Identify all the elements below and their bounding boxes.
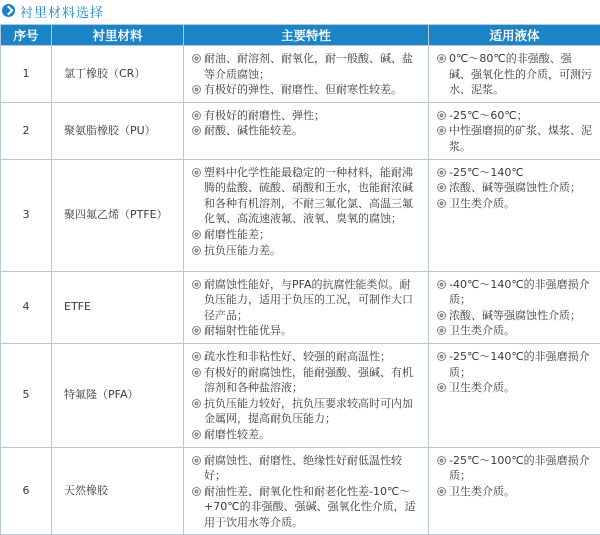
section-title: 衬里材料选择 bbox=[20, 2, 104, 21]
fluids-cell-list bbox=[437, 165, 592, 212]
feature-item: 抗负压能力差。 bbox=[192, 243, 420, 259]
fluid-item: 浓酸、碱等强腐蚀性介质； bbox=[437, 180, 592, 196]
fluids-cell bbox=[429, 271, 600, 343]
lining-material-table bbox=[0, 24, 600, 535]
fluids-cell bbox=[429, 102, 600, 159]
table-row bbox=[1, 271, 600, 343]
feature-item: 耐辐射性能优异。 bbox=[192, 323, 420, 339]
fluid-item: 卫生类介质。 bbox=[437, 484, 592, 500]
features-cell-list bbox=[192, 108, 420, 139]
fluid-item: 卫生类介质。 bbox=[437, 380, 592, 396]
fluid-item: -25℃～140℃ bbox=[437, 165, 592, 181]
features-cell-list bbox=[192, 277, 420, 339]
feature-item: 疏水性和非粘性好、较强的耐高温性； bbox=[192, 349, 420, 365]
feature-item: 耐油性差、耐氧化性和耐老化性差-10℃～+70℃的非强酸、强碱、强氧化性介质，适用于饮用水等介质。 bbox=[192, 484, 420, 531]
table-row bbox=[1, 447, 600, 535]
feature-item: 耐酸、碱性能较差。 bbox=[192, 123, 420, 139]
fluids-cell-list bbox=[437, 349, 592, 396]
fluids-cell bbox=[429, 447, 600, 535]
features-cell bbox=[184, 447, 429, 535]
fluids-cell-list bbox=[437, 108, 592, 155]
material-name: 氯丁橡胶（CR） bbox=[52, 46, 184, 103]
features-cell bbox=[184, 159, 429, 271]
feature-item: 塑料中化学性能最稳定的一种材料，能耐沸腾的盐酸、硫酸、硝酸和王水，也能耐浓碱和各种有机溶剂，不耐三氟化氯、高温三氟化氧、高流速液氟、液氧、臭氧的腐蚀； bbox=[192, 165, 420, 227]
fluid-item: -25℃～140℃的非强磨损介质； bbox=[437, 349, 592, 380]
row-number: 1 bbox=[1, 46, 52, 103]
feature-item: 耐磨性较差。 bbox=[192, 427, 420, 443]
fluids-cell-list bbox=[437, 51, 592, 98]
fluids-cell-list bbox=[437, 453, 592, 500]
header-number: 序号 bbox=[1, 25, 52, 46]
fluids-cell bbox=[429, 343, 600, 447]
features-cell bbox=[184, 271, 429, 343]
table-row bbox=[1, 159, 600, 271]
feature-item: 耐磨性能差； bbox=[192, 227, 420, 243]
feature-item: 抗负压能力较好，抗负压要求较高时可内加金属网，提高耐负压能力； bbox=[192, 396, 420, 427]
table-row bbox=[1, 46, 600, 103]
header-features: 主要特性 bbox=[184, 25, 429, 46]
feature-item: 有极好的弹性、耐磨性、但耐寒性较差。 bbox=[192, 82, 420, 98]
table-header-row bbox=[1, 25, 600, 46]
fluid-item: 0℃～80℃的非强酸、强碱、强氧化性的介质，可测污水、泥浆。 bbox=[437, 51, 592, 98]
check-circle-icon bbox=[2, 4, 15, 17]
features-cell-list bbox=[192, 453, 420, 531]
feature-item: 耐腐蚀性、耐磨性、绝缘性好耐低温性较好； bbox=[192, 453, 420, 484]
fluids-cell bbox=[429, 46, 600, 103]
material-name: 天然橡胶 bbox=[52, 447, 184, 535]
header-fluids: 适用液体 bbox=[429, 25, 600, 46]
table-row bbox=[1, 102, 600, 159]
material-name: 特氟隆（PFA） bbox=[52, 343, 184, 447]
material-name: 聚氨脂橡胶（PU） bbox=[52, 102, 184, 159]
section-header bbox=[0, 0, 600, 24]
features-cell-list bbox=[192, 165, 420, 259]
fluid-item: 卫生类介质。 bbox=[437, 323, 592, 339]
fluids-cell bbox=[429, 159, 600, 271]
features-cell bbox=[184, 343, 429, 447]
features-cell bbox=[184, 102, 429, 159]
fluid-item: 卫生类介质。 bbox=[437, 196, 592, 212]
material-name: 聚四氟乙烯（PTFE） bbox=[52, 159, 184, 271]
fluids-cell-list bbox=[437, 277, 592, 339]
features-cell bbox=[184, 46, 429, 103]
fluid-item: -40℃～140℃的非强磨损介质； bbox=[437, 277, 592, 308]
features-cell-list bbox=[192, 349, 420, 443]
feature-item: 耐油、耐溶剂、耐氧化，耐一般酸、碱、盐等介质腐蚀； bbox=[192, 51, 420, 82]
row-number: 4 bbox=[1, 271, 52, 343]
fluid-item: 浓酸、碱等强腐蚀性介质； bbox=[437, 308, 592, 324]
feature-item: 有极好的耐腐蚀性，能耐强酸、强碱、有机溶剂和各种盐溶液； bbox=[192, 365, 420, 396]
row-number: 5 bbox=[1, 343, 52, 447]
feature-item: 有极好的耐磨性、弹性； bbox=[192, 108, 420, 124]
row-number: 3 bbox=[1, 159, 52, 271]
fluid-item: -25℃～60℃； bbox=[437, 108, 592, 124]
material-name: ETFE bbox=[52, 271, 184, 343]
header-material: 衬里材料 bbox=[52, 25, 184, 46]
feature-item: 耐腐蚀性能好，与PFA的抗腐性能类似。耐负压能力，适用于负压的工况，可制作大口径产品； bbox=[192, 277, 420, 324]
features-cell-list bbox=[192, 51, 420, 98]
fluid-item: -25℃～100℃的非强磨损介质； bbox=[437, 453, 592, 484]
row-number: 2 bbox=[1, 102, 52, 159]
fluid-item: 中性强磨损的矿浆、煤浆、泥浆。 bbox=[437, 123, 592, 154]
row-number: 6 bbox=[1, 447, 52, 535]
table-row bbox=[1, 343, 600, 447]
